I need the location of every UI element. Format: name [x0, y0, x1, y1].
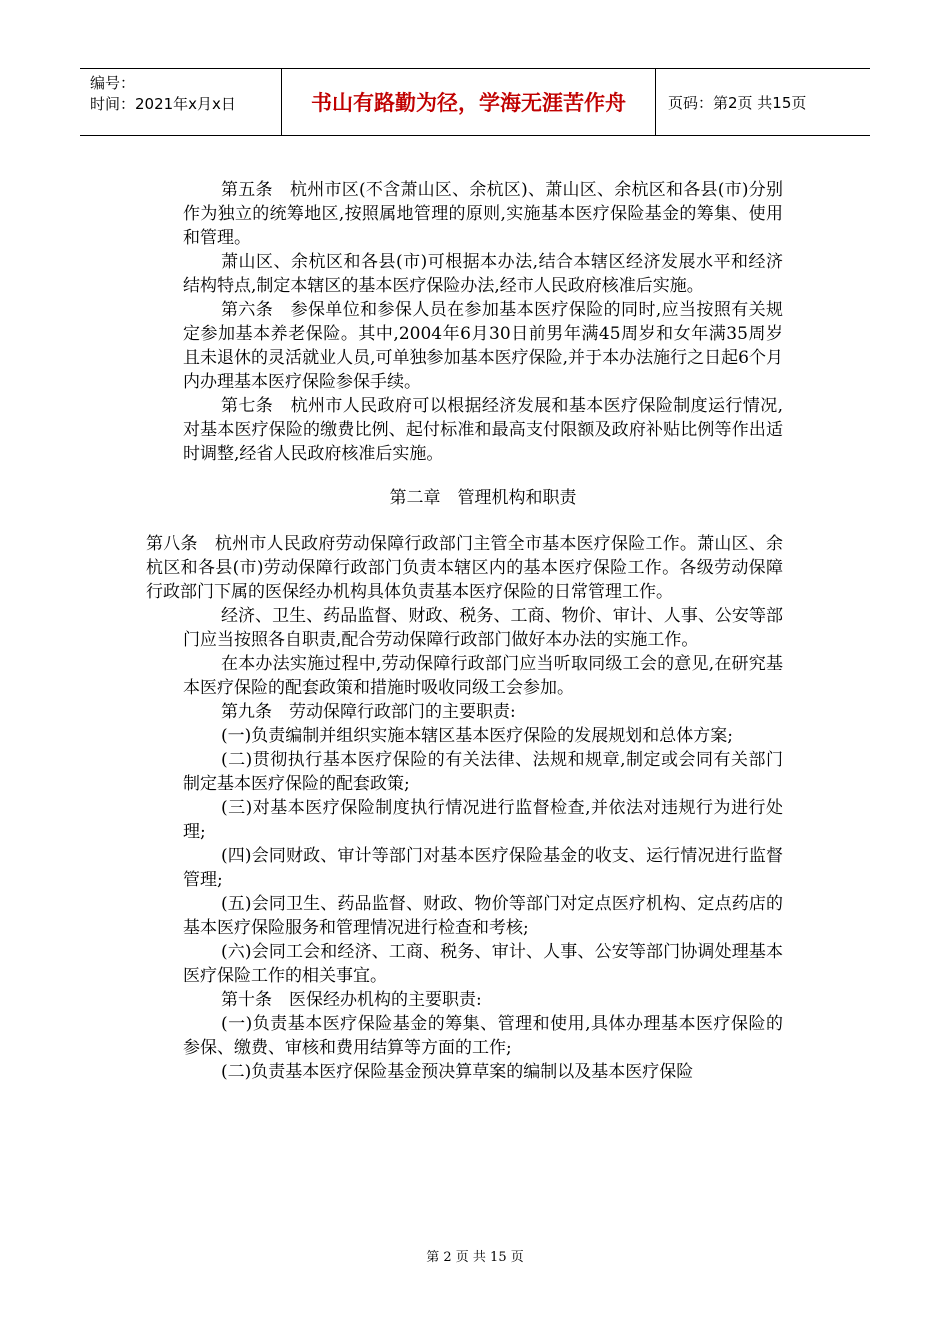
paragraph-article-9: 第九条 劳动保障行政部门的主要职责:: [221, 702, 516, 722]
list-item: (一)负责编制并组织实施本辖区基本医疗保险的发展规划和总体方案;: [221, 726, 733, 746]
paragraph-article-7: 第七条 杭州市人民政府可以根据经济发展和基本医疗保险制度运行情况,对基本医疗保险的缴费比例、起付标准和最高支付限额及政府补贴比例等作出适时调整,经省人民政府核准后实施。: [183, 396, 783, 464]
document-date: 时间：2021年x月x日: [90, 95, 236, 113]
header-meta: [80, 69, 282, 135]
header-motto: 书山有路勤为径，学海无涯苦作舟: [282, 69, 656, 135]
list-item: (二)贯彻执行基本医疗保险的有关法律、法规和规章,制定或会同有关部门制定基本医疗保险的配套政策;: [183, 750, 783, 794]
paragraph: 萧山区、余杭区和各县(市)可根据本办法,结合本辖区经济发展水平和经济结构特点,制定本辖区的基本医疗保险办法,经市人民政府核准后实施。: [183, 252, 783, 296]
list-item: (三)对基本医疗保险制度执行情况进行监督检查,并依法对违规行为进行处理;: [183, 798, 783, 842]
header-page-info: 页码：第2页 共15页: [668, 93, 807, 112]
paragraph-article-5: 第五条 杭州市区(不含萧山区、余杭区)、萧山区、余杭区和各县(市)分别作为独立的统筹地区,按照属地管理的原则,实施基本医疗保险基金的筹集、使用和管理。: [183, 180, 783, 248]
page-header: [80, 68, 870, 136]
list-item: (一)负责基本医疗保险基金的筹集、管理和使用,具体办理基本医疗保险的参保、缴费、审核和费用结算等方面的工作;: [183, 1014, 783, 1058]
paragraph-article-6: 第六条 参保单位和参保人员在参加基本医疗保险的同时,应当按照有关规定参加基本养老保险。其中,2004年6月30日前男年满45周岁和女年满35周岁且未退休的灵活就业人员,可单独参加基本医疗保险,并于本办法施行之日起6个月内办理基本医疗保险参保手续。: [183, 300, 783, 392]
list-item: (六)会同工会和经济、工商、税务、审计、人事、公安等部门协调处理基本医疗保险工作的相关事宜。: [183, 942, 783, 986]
document-body: [146, 178, 783, 1084]
document-number-label: 编号：: [90, 74, 136, 92]
page-footer: 第 2 页 共 15 页: [426, 1250, 524, 1265]
list-item: (五)会同卫生、药品监督、财政、物价等部门对定点医疗机构、定点药店的基本医疗保险服务和管理情况进行检查和考核;: [183, 894, 783, 938]
paragraph: 经济、卫生、药品监督、财政、税务、工商、物价、审计、人事、公安等部门应当按照各自职责,配合劳动保障行政部门做好本办法的实施工作。: [183, 606, 783, 650]
list-item: (四)会同财政、审计等部门对基本医疗保险基金的收支、运行情况进行监督管理;: [183, 846, 783, 890]
paragraph-article-10: 第十条 医保经办机构的主要职责:: [221, 990, 482, 1010]
paragraph: 在本办法实施过程中,劳动保障行政部门应当听取同级工会的意见,在研究基本医疗保险的配套政策和措施时吸收同级工会参加。: [183, 654, 783, 698]
paragraph-article-8: 第八条 杭州市人民政府劳动保障行政部门主管全市基本医疗保险工作。萧山区、余杭区和各县(市)劳动保障行政部门负责本辖区内的基本医疗保险工作。各级劳动保障行政部门下属的医保经办机构具体负责基本医疗保险的日常管理工作。: [146, 534, 783, 602]
list-item: (二)负责基本医疗保险基金预决算草案的编制以及基本医疗保险: [221, 1062, 694, 1082]
chapter-title: 第二章 管理机构和职责: [389, 488, 577, 508]
